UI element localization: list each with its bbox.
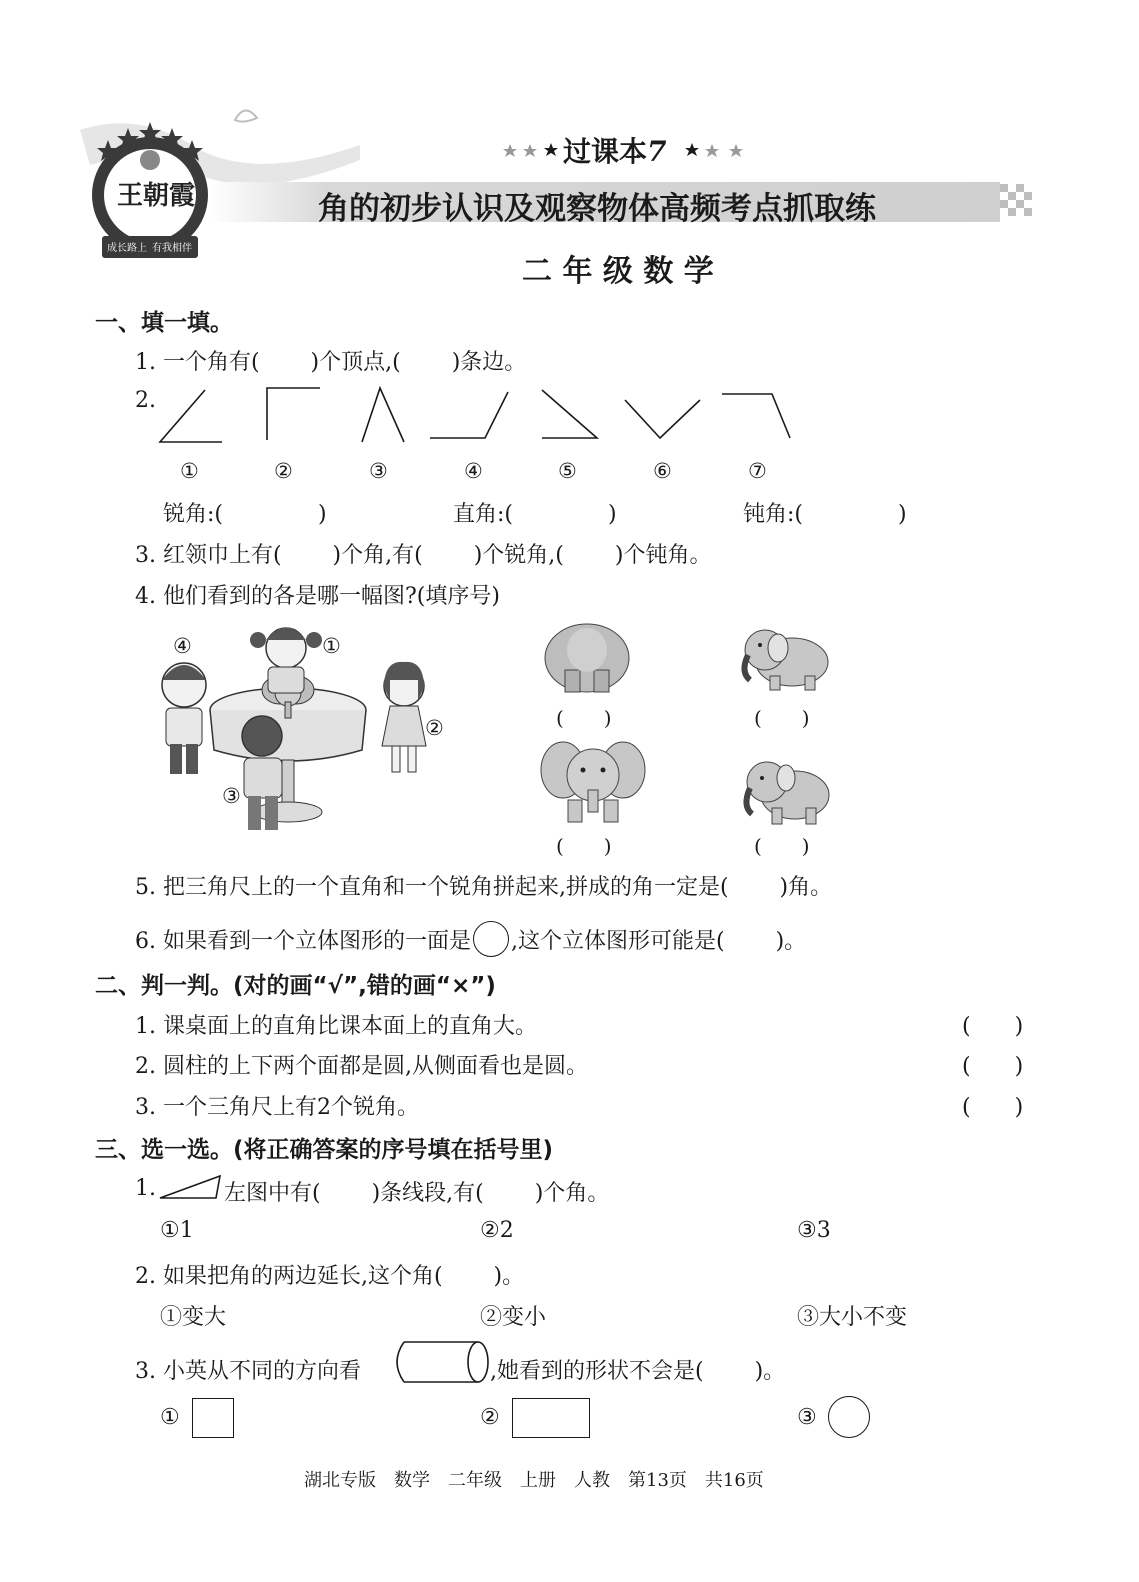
elephant-answer-2[interactable]: ( )	[754, 706, 810, 730]
s1-q2-number: 2.	[135, 388, 156, 413]
angle-label-2: ②	[274, 459, 293, 483]
section-1-heading: 一、填一填。	[95, 310, 233, 336]
s2-answer-1[interactable]: ( )	[962, 1014, 1024, 1039]
kid-label-2: ②	[425, 716, 444, 740]
s3-q3-part-b: ,她看到的形状不会是( )。	[490, 1359, 786, 1384]
s3-q1-option-1[interactable]: ①1	[160, 1218, 194, 1243]
angle-label-1: ①	[180, 459, 199, 483]
logo-name: 王朝霞	[117, 181, 196, 211]
s2-item-2: 2. 圆柱的上下两个面都是圆,从侧面看也是圆。	[135, 1054, 588, 1079]
kid-label-3: ③	[222, 784, 241, 808]
s3-q2-option-3[interactable]: ③大小不变	[797, 1305, 908, 1330]
series-number: 7	[647, 135, 667, 168]
page-title: 角的初步认识及观察物体高频考点抓取练	[318, 191, 876, 227]
rectangle-shape-icon	[512, 1398, 590, 1438]
s3-q1-option-2[interactable]: ②2	[480, 1218, 514, 1243]
page-subtitle: 二 年 级 数 学	[522, 254, 714, 289]
acute-answer[interactable]: 锐角:( )	[163, 502, 327, 527]
right-answer[interactable]: 直角:( )	[453, 502, 617, 527]
s3-q2: 2. 如果把角的两边延长,这个角( )。	[135, 1264, 525, 1289]
s3-q3-option-3[interactable]: ③	[797, 1405, 817, 1430]
obtuse-answer[interactable]: 钝角:( )	[743, 502, 907, 527]
square-shape-icon	[192, 1398, 234, 1438]
logo-slogan-2: 有我相伴	[152, 243, 192, 254]
logo-slogan-1: 成长路上	[107, 243, 147, 254]
s2-item-1: 1. 课桌面上的直角比课本面上的直角大。	[135, 1014, 537, 1039]
s2-item-3: 3. 一个三角尺上有2个锐角。	[135, 1095, 419, 1120]
s3-q2-option-1[interactable]: ①变大	[160, 1305, 227, 1330]
s1-q6-part-b: ,这个立体图形可能是( )。	[511, 929, 807, 954]
s1-q4: 4. 他们看到的各是哪一幅图?(填序号)	[135, 584, 500, 609]
section-3-heading: 三、选一选。(将正确答案的序号填在括号里)	[95, 1137, 554, 1163]
series-text: 过课本	[563, 135, 648, 168]
section-2-heading: 二、判一判。(对的画“√”,错的画“×”)	[95, 973, 496, 999]
angle-label-3: ③	[369, 459, 388, 483]
s1-q3: 3. 红领巾上有( )个角,有( )个锐角,( )个钝角。	[135, 543, 712, 568]
s3-q1: 左图中有( )条线段,有( )个角。	[224, 1181, 610, 1206]
circle-option-icon	[828, 1396, 870, 1438]
cylinder-shape	[397, 1342, 488, 1382]
angle-label-6: ⑥	[653, 459, 672, 483]
s3-q3-option-1[interactable]: ①	[160, 1405, 180, 1430]
s2-answer-2[interactable]: ( )	[962, 1054, 1024, 1079]
s3-q1-number: 1.	[135, 1176, 156, 1201]
elephant-answer-1[interactable]: ( )	[556, 706, 612, 730]
s2-answer-3[interactable]: ( )	[962, 1095, 1024, 1120]
angle-label-7: ⑦	[748, 459, 767, 483]
angle-label-5: ⑤	[558, 459, 577, 483]
s1-q5: 5. 把三角尺上的一个直角和一个锐角拼起来,拼成的角一定是( )角。	[135, 875, 833, 900]
s3-q3-part-a: 3. 小英从不同的方向看	[135, 1359, 361, 1384]
s3-q2-option-2[interactable]: ②变小	[480, 1305, 547, 1330]
elephant-answer-3[interactable]: ( )	[556, 834, 612, 858]
s3-q3-option-2[interactable]: ②	[480, 1405, 500, 1430]
page-footer: 湖北专版 数学 二年级 上册 人教 第13页 共16页	[304, 1470, 764, 1491]
kid-label-1: ①	[322, 634, 341, 658]
elephant-answer-4[interactable]: ( )	[754, 834, 810, 858]
s3-q1-option-3[interactable]: ③3	[797, 1218, 831, 1243]
s1-q1: 1. 一个角有( )个顶点,( )条边。	[135, 350, 527, 375]
kid-label-4: ④	[173, 634, 192, 658]
s1-q6-part-a: 6. 如果看到一个立体图形的一面是	[135, 929, 471, 954]
angle-label-4: ④	[464, 459, 483, 483]
